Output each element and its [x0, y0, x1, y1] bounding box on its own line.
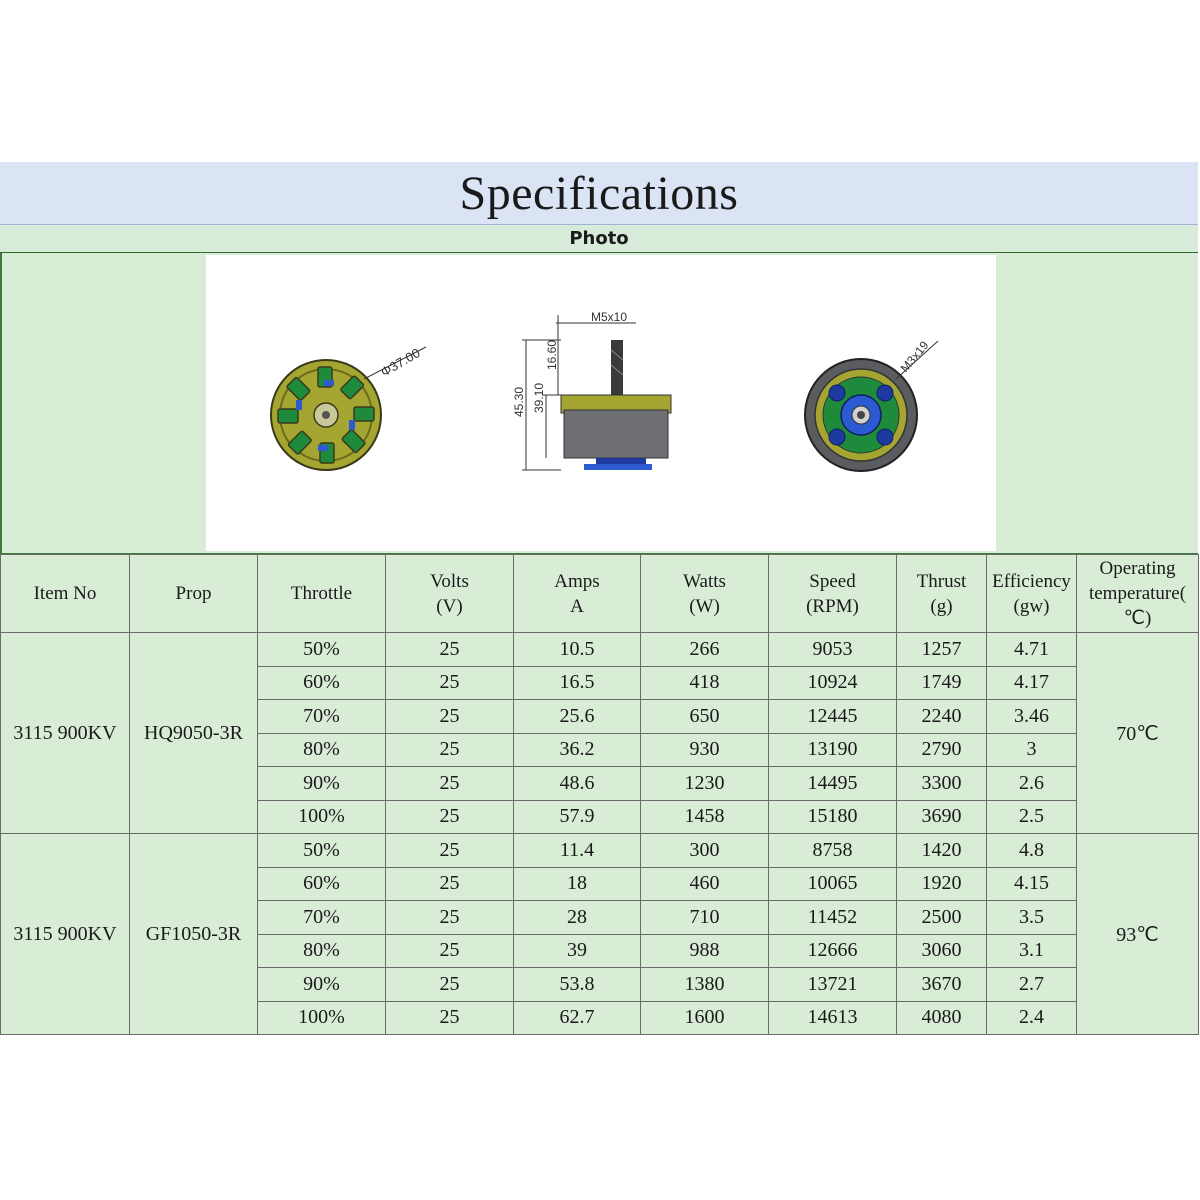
- watts-cell: 988: [641, 934, 769, 968]
- amps-cell: 57.9: [514, 800, 641, 834]
- amps-cell: 48.6: [514, 767, 641, 801]
- watts-cell: 418: [641, 666, 769, 700]
- photo-row: [0, 253, 1198, 554]
- thrust-cell: 1749: [897, 666, 987, 700]
- thrust-cell: 4080: [897, 1001, 987, 1035]
- throttle-cell: 60%: [258, 867, 386, 901]
- amps-cell: 36.2: [514, 733, 641, 767]
- throttle-cell: 70%: [258, 700, 386, 734]
- thrust-cell: 3670: [897, 968, 987, 1002]
- efficiency-cell: 4.8: [987, 834, 1077, 868]
- volts-cell: 25: [386, 1001, 514, 1035]
- efficiency-cell: 4.15: [987, 867, 1077, 901]
- efficiency-cell: 3.46: [987, 700, 1077, 734]
- throttle-cell: 70%: [258, 901, 386, 935]
- header-speed: Speed (RPM): [769, 555, 897, 633]
- title-bar: [0, 162, 1198, 225]
- header-prop: Prop: [130, 555, 258, 633]
- amps-cell: 11.4: [514, 834, 641, 868]
- item-no-cell: 3115 900KV: [1, 834, 130, 1035]
- throttle-cell: 50%: [258, 633, 386, 667]
- header-amps: Amps A: [514, 555, 641, 633]
- table-row: [1, 633, 1199, 667]
- shaft-label: M5x10: [591, 310, 628, 324]
- thrust-cell: 3060: [897, 934, 987, 968]
- volts-cell: 25: [386, 901, 514, 935]
- header-throttle: Throttle: [258, 555, 386, 633]
- height-shaft-label: 16.60: [545, 339, 559, 370]
- thrust-cell: 1920: [897, 867, 987, 901]
- throttle-cell: 50%: [258, 834, 386, 868]
- volts-cell: 25: [386, 867, 514, 901]
- efficiency-cell: 4.71: [987, 633, 1077, 667]
- efficiency-cell: 2.4: [987, 1001, 1077, 1035]
- efficiency-cell: 3.5: [987, 901, 1077, 935]
- efficiency-cell: 2.5: [987, 800, 1077, 834]
- volts-cell: 25: [386, 733, 514, 767]
- motor-bottom-view: [805, 338, 938, 471]
- temperature-cell: 70℃: [1077, 633, 1199, 834]
- throttle-cell: 90%: [258, 968, 386, 1002]
- amps-cell: 62.7: [514, 1001, 641, 1035]
- thrust-cell: 1257: [897, 633, 987, 667]
- volts-cell: 25: [386, 767, 514, 801]
- item-no-cell: 3115 900KV: [1, 633, 130, 834]
- watts-cell: 1458: [641, 800, 769, 834]
- throttle-cell: 100%: [258, 800, 386, 834]
- speed-cell: 10065: [769, 867, 897, 901]
- efficiency-cell: 4.17: [987, 666, 1077, 700]
- efficiency-cell: 2.7: [987, 968, 1077, 1002]
- watts-cell: 266: [641, 633, 769, 667]
- thrust-cell: 1420: [897, 834, 987, 868]
- motor-side-view: [512, 310, 671, 470]
- watts-cell: 1600: [641, 1001, 769, 1035]
- speed-cell: 11452: [769, 901, 897, 935]
- motor-drawings: [206, 255, 996, 551]
- volts-cell: 25: [386, 834, 514, 868]
- speed-cell: 10924: [769, 666, 897, 700]
- spec-table-body: [1, 633, 1199, 1035]
- amps-cell: 53.8: [514, 968, 641, 1002]
- watts-cell: 1380: [641, 968, 769, 1002]
- height-body-label: 39.10: [532, 382, 546, 413]
- volts-cell: 25: [386, 800, 514, 834]
- speed-cell: 9053: [769, 633, 897, 667]
- throttle-cell: 80%: [258, 733, 386, 767]
- speed-cell: 13721: [769, 968, 897, 1002]
- watts-cell: 930: [641, 733, 769, 767]
- throttle-cell: 90%: [258, 767, 386, 801]
- speed-cell: 14613: [769, 1001, 897, 1035]
- header-volts: Volts (V): [386, 555, 514, 633]
- table-header-row: [1, 555, 1199, 633]
- speed-cell: 12445: [769, 700, 897, 734]
- volts-cell: 25: [386, 934, 514, 968]
- photo-label: Photo: [0, 225, 1198, 253]
- thrust-cell: 2790: [897, 733, 987, 767]
- spec-sheet: [0, 162, 1198, 1035]
- motor-front-view: [271, 345, 426, 470]
- header-thrust: Thrust (g): [897, 555, 987, 633]
- efficiency-cell: 3.1: [987, 934, 1077, 968]
- page-title: Specifications: [459, 166, 739, 220]
- speed-cell: 14495: [769, 767, 897, 801]
- watts-cell: 650: [641, 700, 769, 734]
- thrust-cell: 3300: [897, 767, 987, 801]
- speed-cell: 12666: [769, 934, 897, 968]
- motor-drawings-svg: [206, 255, 996, 551]
- watts-cell: 300: [641, 834, 769, 868]
- height-total-label: 45.30: [512, 386, 526, 417]
- watts-cell: 1230: [641, 767, 769, 801]
- efficiency-cell: 2.6: [987, 767, 1077, 801]
- spec-table: [0, 554, 1199, 1035]
- table-row: [1, 834, 1199, 868]
- header-efficiency: Efficiency (gw): [987, 555, 1077, 633]
- header-item-no: Item No: [1, 555, 130, 633]
- volts-cell: 25: [386, 968, 514, 1002]
- thrust-cell: 3690: [897, 800, 987, 834]
- throttle-cell: 80%: [258, 934, 386, 968]
- amps-cell: 39: [514, 934, 641, 968]
- speed-cell: 15180: [769, 800, 897, 834]
- amps-cell: 16.5: [514, 666, 641, 700]
- prop-cell: GF1050-3R: [130, 834, 258, 1035]
- temperature-cell: 93℃: [1077, 834, 1199, 1035]
- watts-cell: 710: [641, 901, 769, 935]
- efficiency-cell: 3: [987, 733, 1077, 767]
- volts-cell: 25: [386, 666, 514, 700]
- thrust-cell: 2500: [897, 901, 987, 935]
- watts-cell: 460: [641, 867, 769, 901]
- volts-cell: 25: [386, 633, 514, 667]
- bottom-screw-label: M3x19: [897, 338, 932, 375]
- volts-cell: 25: [386, 700, 514, 734]
- speed-cell: 8758: [769, 834, 897, 868]
- thrust-cell: 2240: [897, 700, 987, 734]
- header-watts: Watts (W): [641, 555, 769, 633]
- front-diameter-label: Φ37.00: [378, 345, 423, 380]
- throttle-cell: 100%: [258, 1001, 386, 1035]
- amps-cell: 18: [514, 867, 641, 901]
- throttle-cell: 60%: [258, 666, 386, 700]
- prop-cell: HQ9050-3R: [130, 633, 258, 834]
- header-operating-temperature: Operating temperature( ℃): [1077, 555, 1199, 633]
- amps-cell: 28: [514, 901, 641, 935]
- amps-cell: 10.5: [514, 633, 641, 667]
- speed-cell: 13190: [769, 733, 897, 767]
- amps-cell: 25.6: [514, 700, 641, 734]
